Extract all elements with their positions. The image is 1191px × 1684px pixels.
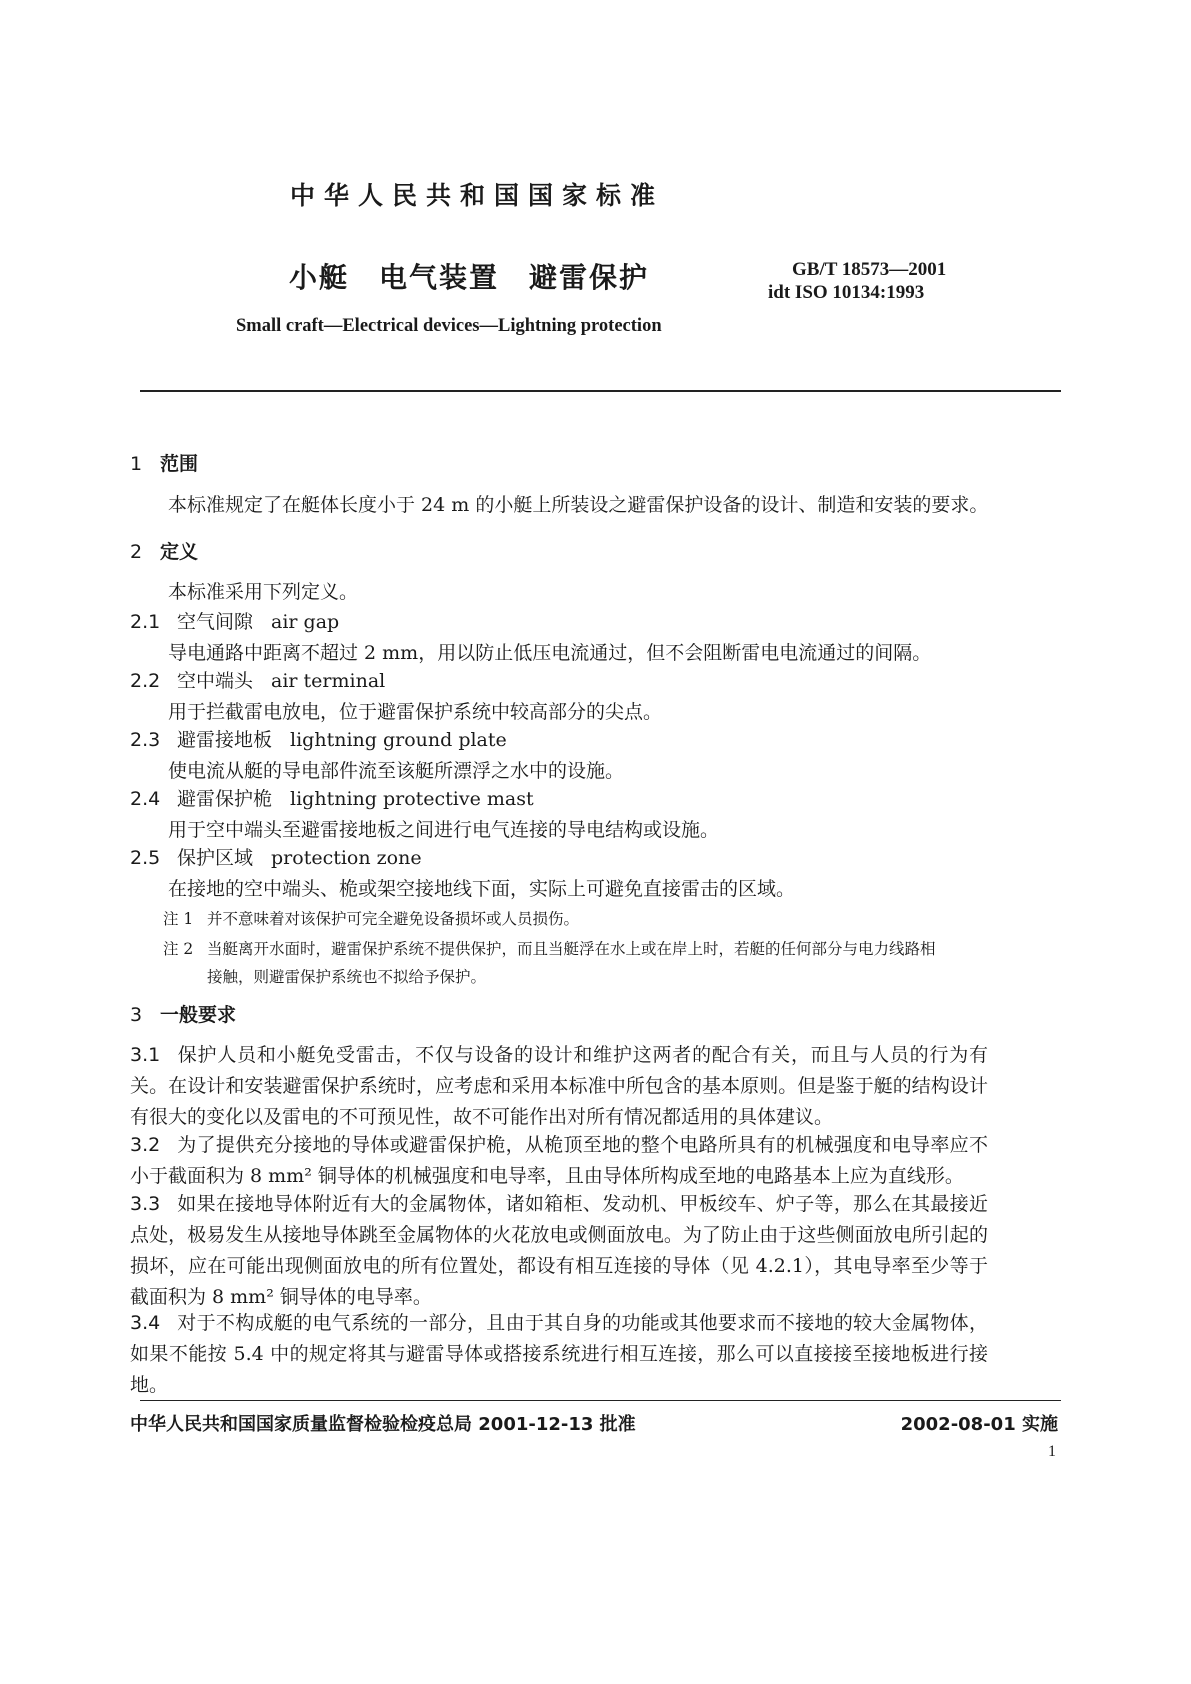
clause-3-1	[130, 1040, 988, 1133]
definition-2-5	[130, 843, 795, 905]
def-text: 在接地的空中端头、桅或架空接地线下面，实际上可避免直接雷击的区域。	[168, 878, 796, 900]
standard-code	[768, 258, 947, 304]
section-2-heading	[130, 537, 198, 564]
code-line-iso: idt ISO 10134:1993	[768, 282, 925, 303]
section-number: 2	[130, 541, 143, 563]
def-term-en: air gap	[271, 611, 340, 633]
header-rule	[140, 390, 1061, 392]
clause-3-4	[130, 1308, 988, 1401]
def-number: 2.2	[130, 670, 161, 692]
section-number: 1	[130, 453, 143, 475]
section-2-intro: 本标准采用下列定义。	[168, 581, 359, 603]
section-1-body: 本标准规定了在艇体长度小于 24 m 的小艇上所装设之避雷保护设备的设计、制造和安装的要求。	[168, 494, 989, 516]
definition-2-1	[130, 607, 931, 669]
def-number: 2.4	[130, 788, 161, 810]
def-text: 导电通路中距离不超过 2 mm，用以防止低压电流通过，但不会阻断雷电电流通过的间隔。	[168, 642, 932, 664]
section-1-heading	[130, 449, 198, 476]
note-text-cont: 接触，则避雷保护系统也不拟给予保护。	[207, 968, 487, 986]
clause-text: 为了提供充分接地的导体或避雷保护桅，从桅顶至地的整个电路所具有的机械强度和电导率应不小于截面积为 8 mm² 铜导体的机械强度和电导率，且由导体所构成至地的电路基本上应为直线形。	[130, 1134, 988, 1187]
clause-text: 如果在接地导体附近有大的金属物体，诸如箱柜、发动机、甲板绞车、炉子等，那么在其最接近点处，极易发生从接地导体跳至金属物体的火花放电或侧面放电。为了防止由于这些侧面放电所引起的损坏，应在可能出现侧面放电的所有位置处，都设有相互连接的导体（见 4.2.1），其电导率至少等于截面积为 8 mm² 铜导体的电导率。	[130, 1193, 988, 1308]
def-number: 2.3	[130, 729, 161, 751]
def-number: 2.5	[130, 847, 161, 869]
effective-date: 2002-08-01 实施	[900, 1414, 1058, 1435]
def-term: 保护区域	[177, 847, 254, 869]
title-en: Small craft—Electrical devices—Lightning protection	[236, 316, 662, 336]
clause-number: 3.2	[130, 1134, 161, 1156]
def-text: 用于拦截雷电放电，位于避雷保护系统中较高部分的尖点。	[168, 701, 663, 723]
def-term: 避雷保护桅	[177, 788, 273, 810]
clause-number: 3.1	[130, 1044, 161, 1066]
def-text: 用于空中端头至避雷接地板之间进行电气连接的导电结构或设施。	[168, 819, 720, 841]
code-line-gb: GB/T 18573—2001	[792, 259, 947, 280]
standard-type: 中华人民共和国国家标准	[290, 181, 665, 210]
section-number: 3	[130, 1004, 143, 1026]
note-text: 当艇离开水面时，避雷保护系统不提供保护，而且当艇浮在水上或在岸上时，若艇的任何部分与电力线路相	[207, 940, 936, 958]
note-label: 注 1	[163, 910, 194, 928]
note-text: 并不意味着对该保护可完全避免设备损坏或人员损伤。	[207, 910, 580, 928]
clause-text: 对于不构成艇的电气系统的一部分，且由于其自身的功能或其他要求而不接地的较大金属物体，如果不能按 5.4 中的规定将其与避雷导体或搭接系统进行相互连接，那么可以直接接至接地板进行接地。	[130, 1312, 988, 1396]
def-term: 空中端头	[177, 670, 254, 692]
note-2	[163, 935, 936, 991]
def-term-en: protection zone	[271, 847, 422, 869]
clause-text: 保护人员和小艇免受雷击，不仅与设备的设计和维护这两者的配合有关，而且与人员的行为有关。在设计和安装避雷保护系统时，应考虑和采用本标准中所包含的基本原则。但是鉴于艇的结构设计有很大的变化以及雷电的不可预见性，故不可能作出对所有情况都适用的具体建议。	[130, 1044, 988, 1128]
def-term-en: air terminal	[271, 670, 386, 692]
section-3-heading	[130, 1000, 236, 1027]
definition-2-4	[130, 784, 719, 846]
def-text: 使电流从艇的导电部件流至该艇所漂浮之水中的设施。	[168, 760, 625, 782]
clause-number: 3.3	[130, 1193, 161, 1215]
def-term: 避雷接地板	[177, 729, 273, 751]
note-1	[163, 907, 579, 929]
clause-3-2	[130, 1130, 988, 1192]
title-cn: 小艇 电气装置 避雷保护	[289, 261, 650, 294]
approval-line: 中华人民共和国国家质量监督检验检疫总局 2001-12-13 批准	[130, 1414, 636, 1435]
section-title: 定义	[160, 541, 199, 563]
page-number: 1	[1048, 1443, 1056, 1460]
definition-2-2	[130, 666, 662, 728]
note-label: 注 2	[163, 940, 194, 958]
section-title: 一般要求	[160, 1004, 237, 1026]
def-term-en: lightning ground plate	[290, 729, 507, 751]
footer-rule	[140, 1400, 1061, 1401]
section-title: 范围	[160, 453, 199, 475]
clause-number: 3.4	[130, 1312, 161, 1334]
clause-3-3	[130, 1189, 988, 1313]
definition-2-3	[130, 725, 624, 787]
def-term: 空气间隙	[177, 611, 254, 633]
def-number: 2.1	[130, 611, 161, 633]
def-term-en: lightning protective mast	[290, 788, 534, 810]
